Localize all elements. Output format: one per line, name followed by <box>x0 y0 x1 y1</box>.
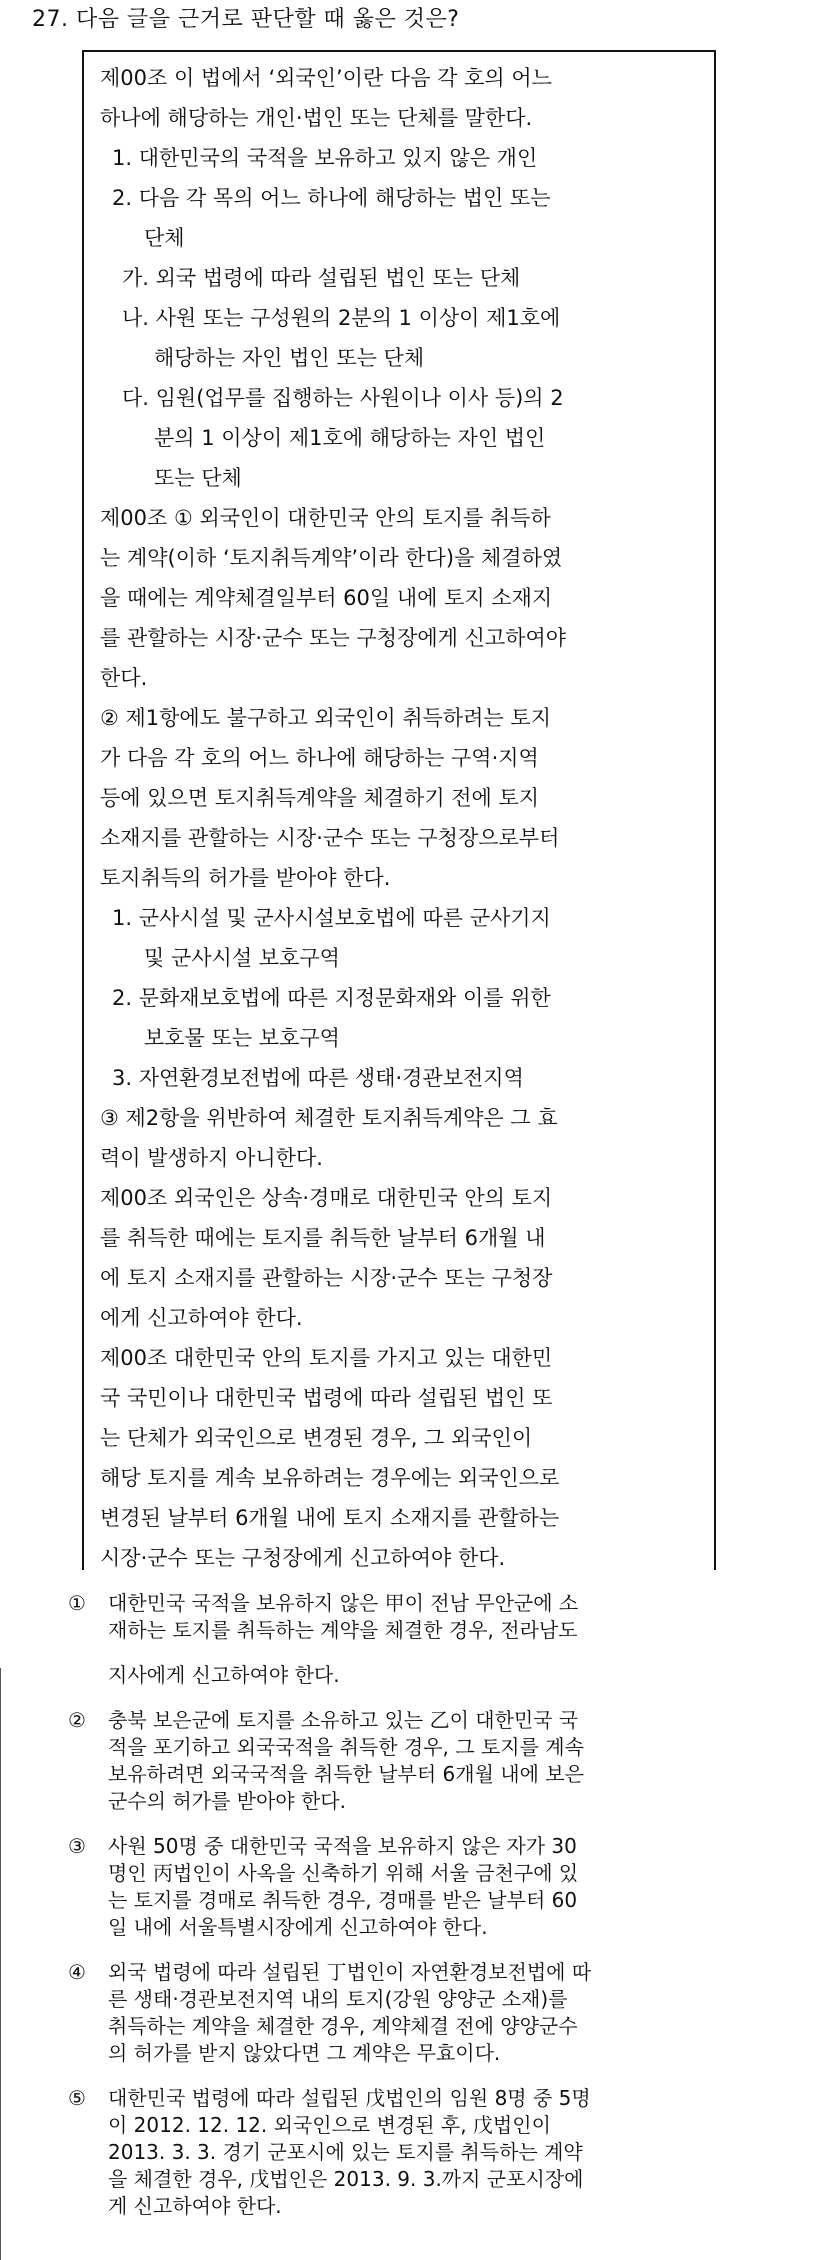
passage-line: ③ 제2항을 위반하여 체결한 토지취득계약은 그 효 <box>100 1106 558 1130</box>
passage-line: 제00조 ① 외국인이 대한민국 안의 토지를 취득하 <box>100 506 551 530</box>
passage-line: 분의 1 이상이 제1호에 해당하는 자인 법인 <box>154 426 546 450</box>
passage-line: 1. 군사시설 및 군사시설보호법에 따른 군사기지 <box>112 906 551 930</box>
option-line: 른 생태·경관보전지역 내의 토지(강원 양양군 소재)를 <box>108 1987 568 2011</box>
passage-line: 3. 자연환경보전법에 따른 생태·경관보전지역 <box>112 1066 524 1090</box>
passage-line: 또는 단체 <box>154 466 242 490</box>
passage-line: 한다. <box>100 666 148 690</box>
option-number: ③ <box>68 1834 86 1858</box>
option-line: 이 2012. 12. 12. 외국인으로 변경된 후, 戊법인이 <box>108 2113 551 2137</box>
passage-line: 보호물 또는 보호구역 <box>144 1026 340 1050</box>
passage-line: 해당 토지를 계속 보유하려는 경우에는 외국인으로 <box>100 1466 560 1490</box>
passage-line: 는 계약(이하 ‘토지취득계약’이라 한다)을 체결하였 <box>100 546 563 570</box>
answer-option-2[interactable] <box>68 1707 768 1815</box>
passage-line: 가 다음 각 호의 어느 하나에 해당하는 구역·지역 <box>100 746 539 770</box>
option-text <box>108 1959 768 2067</box>
option-line: 지사에게 신고하여야 한다. <box>108 1663 340 1687</box>
passage-line: ② 제1항에도 불구하고 외국인이 취득하려는 토지 <box>100 706 551 730</box>
option-text <box>108 2085 768 2220</box>
option-number: ② <box>68 1708 86 1732</box>
passage-line: 토지취득의 허가를 받아야 한다. <box>100 866 391 890</box>
passage-line: 국 국민이나 대한민국 법령에 따라 설립된 법인 또 <box>100 1386 553 1410</box>
passage-line: 및 군사시설 보호구역 <box>144 946 340 970</box>
passage-line: 제00조 외국인은 상속·경매로 대한민국 안의 토지 <box>100 1186 553 1210</box>
option-line: 재하는 토지를 취득하는 계약을 체결한 경우, 전라남도 <box>108 1618 578 1642</box>
option-line: 대한민국 국적을 보유하지 않은 甲이 전남 무안군에 소 <box>108 1591 579 1615</box>
passage-line: 해당하는 자인 법인 또는 단체 <box>154 346 425 370</box>
passage-line: 2. 다음 각 목의 어느 하나에 해당하는 법인 또는 <box>112 186 551 210</box>
option-text <box>108 1590 768 1689</box>
option-line: 충북 보은군에 토지를 소유하고 있는 乙이 대한민국 국 <box>108 1708 579 1732</box>
option-line: 일 내에 서울특별시장에게 신고하여야 한다. <box>108 1915 488 1939</box>
passage-line: 는 단체가 외국인으로 변경된 경우, 그 외국인이 <box>100 1426 533 1450</box>
question-title: 27. 다음 글을 근거로 판단할 때 옳은 것은? <box>32 7 460 32</box>
option-line: 의 허가를 받지 않았다면 그 계약은 무효이다. <box>108 2041 501 2065</box>
option-line: 는 토지를 경매로 취득한 경우, 경매를 받은 날부터 60 <box>108 1888 578 1912</box>
passage-line: 변경된 날부터 6개월 내에 토지 소재지를 관할하는 <box>100 1506 560 1530</box>
option-text <box>108 1833 768 1941</box>
option-line: 게 신고하여야 한다. <box>108 2194 282 2218</box>
option-line: 적을 포기하고 외국국적을 취득한 경우, 그 토지를 계속 <box>108 1735 584 1759</box>
passage-line: 가. 외국 법령에 따라 설립된 법인 또는 단체 <box>122 266 521 290</box>
passage-box <box>82 50 716 1570</box>
passage-line: 2. 문화재보호법에 따른 지정문화재와 이를 위한 <box>112 986 551 1010</box>
passage-line: 에게 신고하여야 한다. <box>100 1306 303 1330</box>
passage-line: 등에 있으면 토지취득계약을 체결하기 전에 토지 <box>100 786 540 810</box>
passage-line: 나. 사원 또는 구성원의 2분의 1 이상이 제1호에 <box>122 306 561 330</box>
option-line: 취득하는 계약을 체결한 경우, 계약체결 전에 양양군수 <box>108 2014 578 2038</box>
option-number: ⑤ <box>68 2086 86 2110</box>
passage-line: 시장·군수 또는 구청장에게 신고하여야 한다. <box>100 1546 506 1570</box>
passage-line: 하나에 해당하는 개인·법인 또는 단체를 말한다. <box>100 106 533 130</box>
passage-line: 단체 <box>144 226 185 250</box>
option-line: 대한민국 법령에 따라 설립된 戊법인의 임원 8명 중 5명 <box>108 2086 591 2110</box>
option-line: 보유하려면 외국국적을 취득한 날부터 6개월 내에 보은 <box>108 1762 584 1786</box>
passage-line: 1. 대한민국의 국적을 보유하고 있지 않은 개인 <box>112 146 538 170</box>
option-text <box>108 1707 768 1815</box>
option-line: 을 체결한 경우, 戊법인은 2013. 9. 3.까지 군포시장에 <box>108 2167 584 2191</box>
passage-line: 제00조 이 법에서 ‘외국인’이란 다음 각 호의 어느 <box>100 66 552 90</box>
answer-option-1[interactable] <box>68 1590 768 1689</box>
answer-option-4[interactable] <box>68 1959 768 2067</box>
left-margin-rule <box>0 1668 1 2260</box>
passage-line: 에 토지 소재지를 관할하는 시장·군수 또는 구청장 <box>100 1266 553 1290</box>
answer-options <box>68 1590 768 2238</box>
answer-option-5[interactable] <box>68 2085 768 2220</box>
option-line: 2013. 3. 3. 경기 군포시에 있는 토지를 취득하는 계약 <box>108 2140 583 2164</box>
option-line: 명인 丙법인이 사옥을 신축하기 위해 서울 금천구에 있 <box>108 1861 579 1885</box>
option-number: ④ <box>68 1960 86 1984</box>
option-line: 외국 법령에 따라 설립된 丁법인이 자연환경보전법에 따 <box>108 1960 592 1984</box>
passage-line: 제00조 대한민국 안의 토지를 가지고 있는 대한민 <box>100 1346 553 1370</box>
option-line: 군수의 허가를 받아야 한다. <box>108 1789 346 1813</box>
passage-line: 를 관할하는 시장·군수 또는 구청장에게 신고하여야 <box>100 626 567 650</box>
option-line: 사원 50명 중 대한민국 국적을 보유하지 않은 자가 30 <box>108 1834 577 1858</box>
passage-line: 소재지를 관할하는 시장·군수 또는 구청장으로부터 <box>100 826 560 850</box>
passage-line: 다. 임원(업무를 집행하는 사원이나 이사 등)의 2 <box>122 386 564 410</box>
answer-option-3[interactable] <box>68 1833 768 1941</box>
passage-line: 를 취득한 때에는 토지를 취득한 날부터 6개월 내 <box>100 1226 546 1250</box>
option-number: ① <box>68 1591 86 1615</box>
passage-line: 을 때에는 계약체결일부터 60일 내에 토지 소재지 <box>100 586 553 610</box>
passage-line: 력이 발생하지 아니한다. <box>100 1146 323 1170</box>
